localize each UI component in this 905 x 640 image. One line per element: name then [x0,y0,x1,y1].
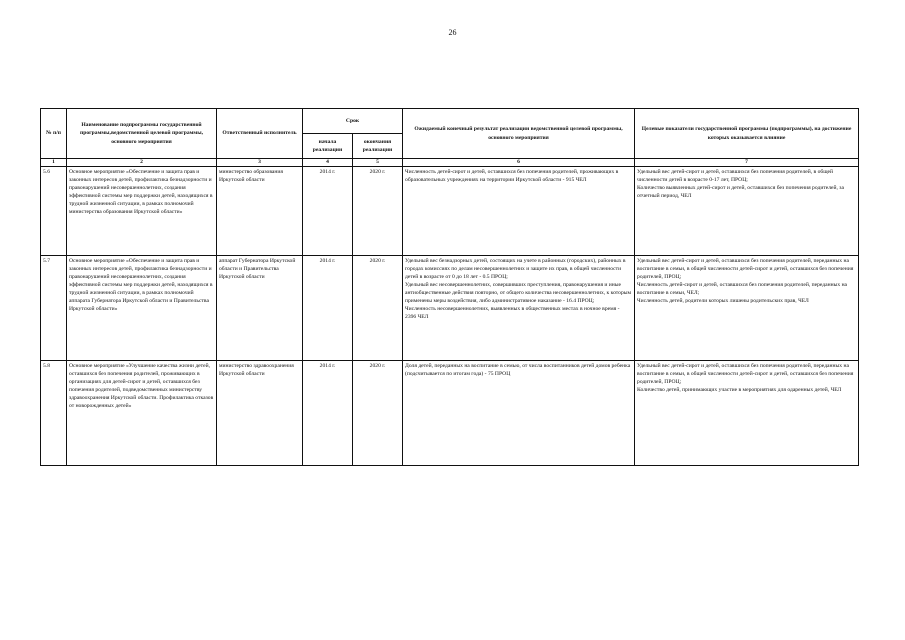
row-indicators: Удельный вес детей-сирот и детей, оставшихся без попечения родителей, переданных на воспитание в семьи, в общей численности детей-сирот и детей, оставшихся без попечения родителей, ПРОЦ; Количество детей, принимающих участие в мероприятиях для одаренных детей, ЧЕЛ [635,360,859,465]
row-indicators: Удельный вес детей-сирот и детей, оставшихся без попечения родителей, переданных на воспитание в семьи, в общей численности детей-сирот и детей, оставшихся без попечения родителей, ПРОЦ; Численность детей-сирот и детей, оставшихся без попечения родителей, переданных на воспитание в семьи, ЧЕЛ; Численность детей, родители которых лишены родительских прав, ЧЕЛ [635,255,859,360]
header-executor: Ответственный исполнитель [217,109,303,159]
row-result: Численность детей-сирот и детей, оставшихся без попечения родителей, проживающих в образовательных учреждениях на территории Иркутской области - 915 ЧЕЛ [403,166,635,255]
header-end: окончания реализации [353,134,403,159]
row-num: 5.8 [41,360,67,465]
column-number: 3 [217,159,303,167]
column-number: 1 [41,159,67,167]
row-end: 2020 г. [353,166,403,255]
row-num: 5.7 [41,255,67,360]
column-number: 2 [67,159,217,167]
column-number: 6 [403,159,635,167]
row-end: 2020 г. [353,360,403,465]
row-executor: министерство здравоохранения Иркутской области [217,360,303,465]
header-name: Наименование подпрограммы государственной программы,ведомственной целевой программы, основного мероприятия [67,109,217,159]
row-executor: министерство образования Иркутской области [217,166,303,255]
row-num: 5.6 [41,166,67,255]
column-number: 4 [303,159,353,167]
row-start: 2014 г. [303,360,353,465]
header-row [41,109,859,134]
program-table [40,108,859,466]
header-start: начала реализации [303,134,353,159]
table-row [41,360,859,465]
row-start: 2014 г. [303,255,353,360]
row-name: Основное мероприятие «Улучшение качества жизни детей, оставшихся без попечения родителей, проживающих в организациях для детей-сирот и детей, оставшихся без попечения родителей, подведомственных министерству здравоохранения Иркутской области. Профилактика отказов от новорожденных детей» [67,360,217,465]
column-number-row [41,159,859,167]
table-row [41,255,859,360]
column-number: 7 [635,159,859,167]
row-executor: аппарат Губернатора Иркутской области и Правительства Иркутской области [217,255,303,360]
row-name: Основное мероприятие «Обеспечение и защита прав и законных интересов детей, профилактика безнадзорности и правонарушений несовершеннолетних, создания эффективной системы мер поддержки детей, находящихся в трудной жизненной ситуации, в рамках полномочий аппарата Губернатора Иркутской области и Правительства Иркутской области» [67,255,217,360]
header-indicators: Целевые показатели государственной программы (подпрограммы), на достижение которых оказывается влияние [635,109,859,159]
row-name: Основное мероприятие «Обеспечение и защита прав и законных интересов детей, профилактика безнадзорности и правонарушений несовершеннолетних, создания эффективной системы мер поддержки детей, находящихся в трудной жизненной ситуации, в рамках полномочий министерства образования Иркутской области» [67,166,217,255]
column-number: 5 [353,159,403,167]
row-end: 2020 г. [353,255,403,360]
row-indicators: Удельный вес детей-сирот и детей, оставшихся без попечения родителей, в общей численности детей в возрасте 0-17 лет, ПРОЦ; Количество выявленных детей-сирот и детей, оставшихся без попечения родителей, за отчетный период, ЧЕЛ [635,166,859,255]
header-result: Ожидаемый конечный результат реализации ведомственной целевой программы, основного мероприятия [403,109,635,159]
row-result: Удельный вес безнадзорных детей, состоящих на учете в районных (городских), районных в городах комиссиях по делам несовершеннолетних и защите их прав, в общей численности детей в возрасте от 0 до 18 лет - 0.5 ПРОЦ; Удельный вес несовершеннолетних, совершивших преступления, правонарушения и иные антиобщественные действия повторно, от общего количества несовершеннолетних, к которым применены меры воздействия, либо административное наказание - 16.4 ПРОЦ; Численность несовершеннолетних, выявленных в общественных местах в ночное время - 2396 ЧЕЛ [403,255,635,360]
header-num: № п/п [41,109,67,159]
row-start: 2014 г. [303,166,353,255]
page-number: 26 [448,28,457,37]
row-result: Доля детей, переданных на воспитание в семью, от числа воспитанников детей домов ребенка (подсчитывается по итогам года) - 75 ПРОЦ [403,360,635,465]
header-term: Срок [303,109,403,134]
table-row [41,166,859,255]
